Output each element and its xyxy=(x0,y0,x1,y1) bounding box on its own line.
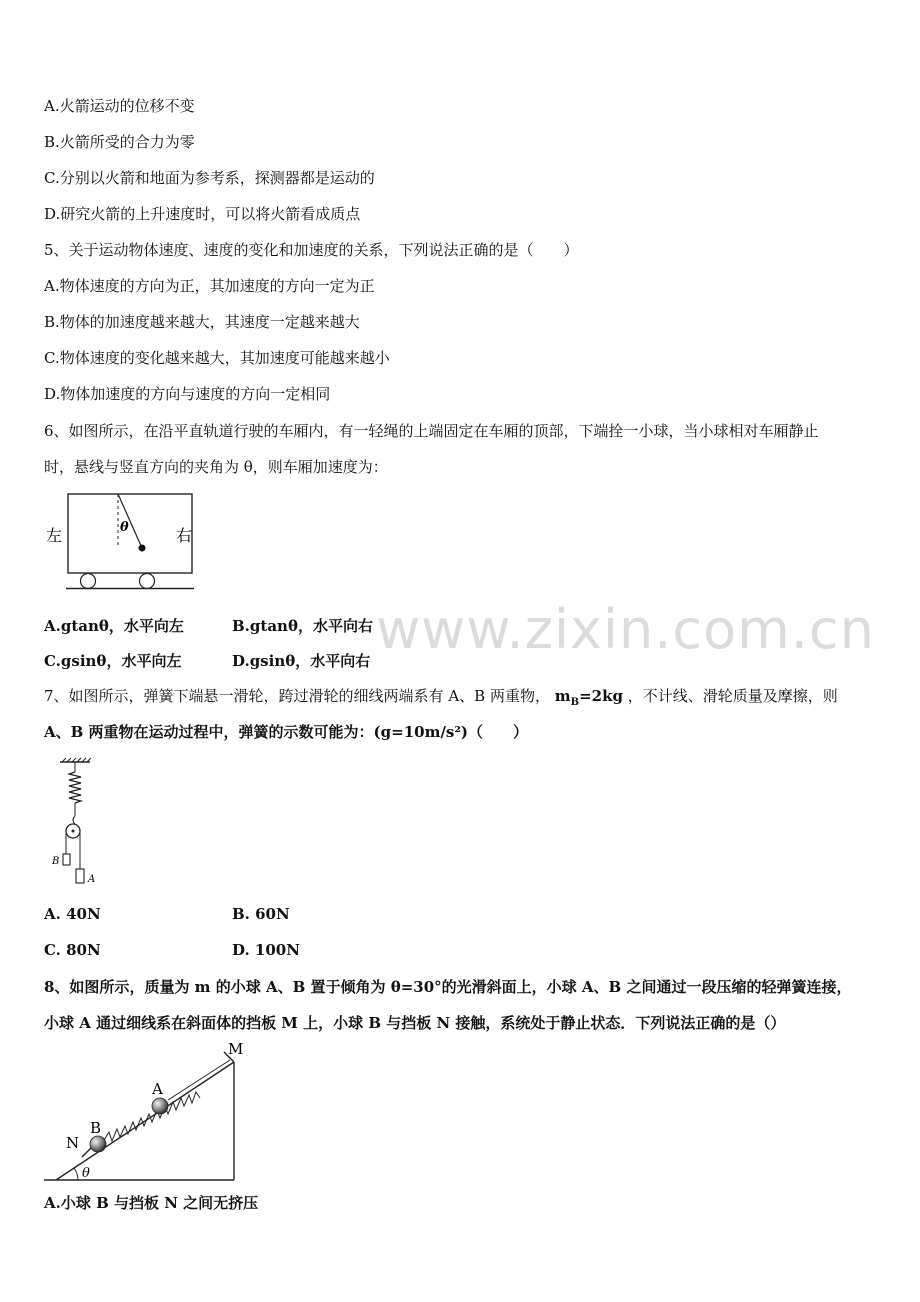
string-to-m xyxy=(168,1060,230,1100)
q6-option-b: B.gtanθ，水平向右 xyxy=(232,617,373,635)
svg-text:B: B xyxy=(90,1119,102,1137)
block-a xyxy=(76,869,84,883)
q6-stem-line2: 时，悬线与竖直方向的夹角为 θ，则车厢加速度为： xyxy=(44,458,388,476)
q7-spring-pulley-figure xyxy=(44,758,114,890)
q7-stem-line1 xyxy=(44,686,838,713)
q7-mass-symbol: m xyxy=(554,687,571,705)
ball xyxy=(139,545,146,552)
q6-option-c: C.gsinθ，水平向左 xyxy=(44,652,182,670)
q7-option-a: A. 40N xyxy=(44,905,101,923)
carriage-box xyxy=(68,494,192,573)
q7-mass-subscript: B xyxy=(570,697,580,708)
theta-label: θ xyxy=(120,520,129,535)
q5-option-b: B.物体的加速度越来越大，其速度一定越来越大 xyxy=(44,313,360,331)
q7-option-d: D. 100N xyxy=(232,941,300,959)
q6-carriage-figure xyxy=(44,490,204,594)
q7-stem-line2: A、B 两重物在运动过程中，弹簧的示数可能为：(g=10m/s²)（ ） xyxy=(44,723,529,741)
q8-option-a: A.小球 B 与挡板 N 之间无挤压 xyxy=(44,1194,259,1212)
block-b xyxy=(63,854,70,865)
q4-option-d: D.研究火箭的上升速度时，可以将火箭看成质点 xyxy=(44,205,361,223)
q4-option-a: A.火箭运动的位移不变 xyxy=(44,97,195,115)
q6-stem-line1: 6、如图所示，在沿平直轨道行驶的车厢内，有一轻绳的上端固定在车厢的顶部，下端拴一小球，当小球相对车厢静止 xyxy=(44,422,819,440)
barrier-n xyxy=(82,1148,91,1157)
wheel-left xyxy=(81,574,96,589)
q7-stem-part1: 7、如图所示，弹簧下端悬一滑轮，跨过滑轮的细线两端系有 A、B 两重物， xyxy=(44,687,550,705)
ball-b xyxy=(90,1136,106,1152)
svg-text:A: A xyxy=(152,1080,163,1098)
svg-text:A: A xyxy=(88,874,96,885)
svg-text:θ: θ xyxy=(82,1166,90,1181)
q4-option-c: C.分别以火箭和地面为参考系，探测器都是运动的 xyxy=(44,169,375,187)
spring-coil xyxy=(69,772,81,803)
q7-stem-part2: ，不计线、滑轮质量及摩擦，则 xyxy=(627,687,838,705)
theta-arc xyxy=(74,1168,78,1180)
q7-option-b: B. 60N xyxy=(232,905,290,923)
q7-mass-value: =2kg xyxy=(579,687,623,705)
q8-incline-figure xyxy=(44,1040,254,1182)
svg-text:B: B xyxy=(52,856,60,867)
q4-option-b: B.火箭所受的合力为零 xyxy=(44,133,195,151)
q6-option-d: D.gsinθ，水平向右 xyxy=(232,652,371,670)
q5-option-c: C.物体速度的变化越来越大，其加速度可能越来越小 xyxy=(44,349,390,367)
q8-stem-line1: 8、如图所示，质量为 m 的小球 A、B 置于倾角为 θ=30°的光滑斜面上，小球 A、B 之间通过一段压缩的轻弹簧连接， xyxy=(44,978,852,996)
q5-stem: 5、关于运动物体速度、速度的变化和加速度的关系，下列说法正确的是（ ） xyxy=(44,241,579,259)
q6-option-a: A.gtanθ，水平向左 xyxy=(44,617,184,635)
incline-surface xyxy=(56,1062,234,1180)
q8-stem-line2: 小球 A 通过细线系在斜面体的挡板 M 上，小球 B 与挡板 N 接触，系统处于静止状态．下列说法正确的是（） xyxy=(44,1014,786,1032)
wheel-right xyxy=(140,574,155,589)
svg-text:M: M xyxy=(228,1040,244,1058)
q5-option-a: A.物体速度的方向为正，其加速度的方向一定为正 xyxy=(44,277,375,295)
right-label: 右 xyxy=(176,526,193,545)
left-label: 左 xyxy=(46,526,63,545)
q7-option-c: C. 80N xyxy=(44,941,101,959)
svg-text:N: N xyxy=(66,1134,80,1152)
watermark: www.zixin.com.cn xyxy=(376,598,875,661)
ball-a xyxy=(152,1098,168,1114)
q5-option-d: D.物体加速度的方向与速度的方向一定相同 xyxy=(44,385,331,403)
